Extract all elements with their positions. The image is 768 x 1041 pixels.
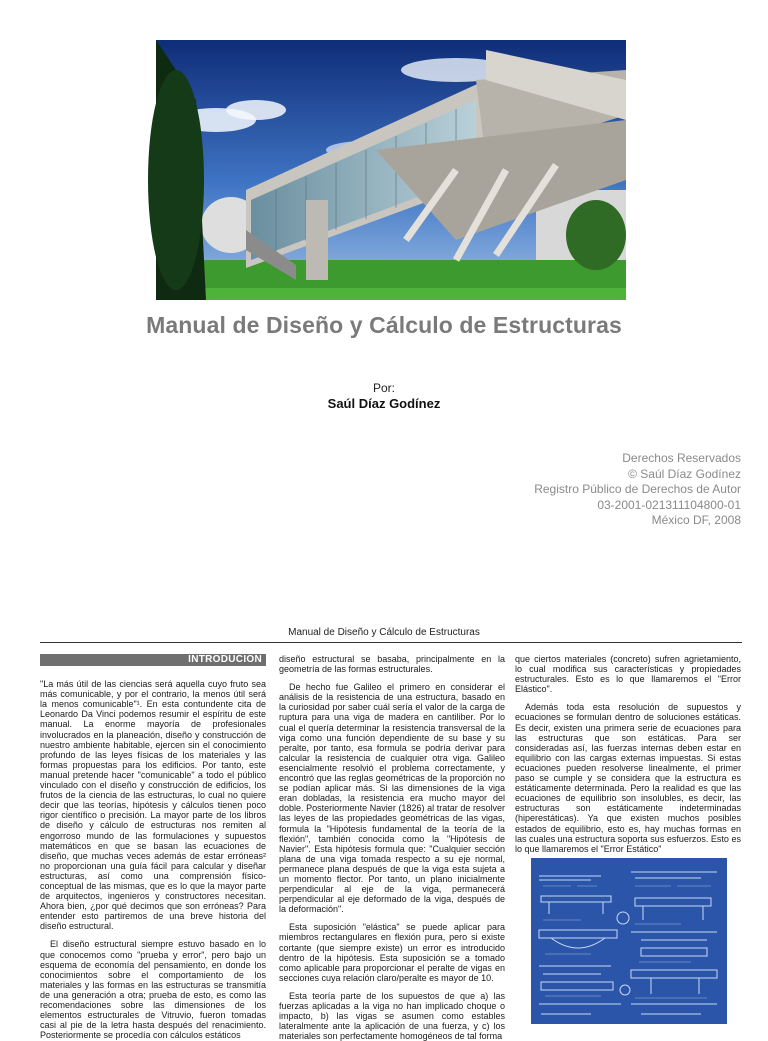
rights-line: México DF, 2008 <box>651 513 741 528</box>
paragraph: diseño estructural se basaba, principalmente en la geometría de las formas estructurales. <box>279 654 505 675</box>
paragraph: Esta teoría parte de los supuestos de que a) las fuerzas aplicadas a la viga no han implicado choque o impacto, b) las vigas se asumen como estables lateralmente ante la aplicación de una fuerza, y c) los materiales son perfectamente homogéneos de tal forma <box>279 990 505 1041</box>
running-head: Manual de Diseño y Cálculo de Estructuras <box>288 627 480 638</box>
by-label: Por: <box>372 381 395 395</box>
paragraph: De hecho fue Galileo el primero en considerar el análisis de la resistencia de una estructura, basado en la curiosidad por saber cuál sería el valor de la carga de ruptura para una viga de madera en cantiliber. Por lo cual el quería determinar la resistencia transversal de la viga como una función dependiente de su base y su peralte, por tanto, esa formula se podría derivar para calcular la resistencia de cualquier otra viga. Galileo esencialmente resolvió el problema correctamente, y encontró que las reglas geométricas de la proporción no se podían aplicar más. Si las dimensiones de la viga eran dobladas, la resistencia era mucho mayor del doble. Posteriormente Navier (1826) al tratar de resolver las leyes de las propiedades geométricas de las vigas, formula la "Hipótesis fundamental de la teoría de la flexión", también conocida como la "Hipótesis de Navier". Esta hipótesis formula que: "Cualquier sección plana de una viga tomada respecto a su eje normal, permanece plana después de que la viga esta sujeta a un momento flector. Por tanto, un plano inicialmente perpendicular al eje de la viga, permanecerá perpendicular al eje deformado de la viga, después de la deformación". <box>279 682 505 915</box>
document-title: Manual de Diseño y Cálculo de Estructuras <box>146 312 622 338</box>
text-column-2 <box>279 654 505 1041</box>
text-column-1 <box>40 654 266 1041</box>
paragraph: que ciertos materiales (concreto) sufren agrietamiento, lo cual modifica sus características y propiedades estructurales. Esto es lo que llamaremos el "Error Elástico". <box>515 654 741 695</box>
paragraph: Además toda esta resolución de supuestos y ecuaciones se formulan dentro de soluciones estáticas. Es decir, existen una primera serie de ecuaciones para las estructuras que son estáticas. Para ser consideradas así, las fuerzas internas deben estar en equilibrio con las cargas externas impuestas. Si estas ecuaciones pueden resolverse linealmente, el primer paso se cumple y se considera que la estructura es estáticamente determinada. Pero la realidad es que las ecuaciones de equilibrio son insolubles, es decir, las estructuras son estáticamente indeterminadas (hiperestáticas). Ya que existen muchos posibles estados de equilibrio, esto es, hay muchas formas en las cuales una estructura soporta sus esfuerzos. Esto es lo que llamaremos el "Error Estático" <box>515 702 741 854</box>
author-name: Saúl Díaz Godínez <box>327 396 441 411</box>
blueprint-sketch-figure <box>531 858 727 1024</box>
rights-line: 03-2001-021311104800-01 <box>597 497 741 512</box>
paragraph: "La más útil de las ciencias será aquella cuyo fruto sea más comunicable, y por el contrario, la menos útil será la menos comunicable"¹. En esta contundente cita de Leonardo Da Vinci podemos resumir el espíritu de este manual. La enorme mayoría de profesionales involucrados en la planeación, diseño y construcción de nuestro ambiente habitable, ejercen sin el conocimiento profundo de las leyes físicas de los materiales y las formas propuestas para los edificios. Por tanto, este manual pretende hacer "comunicable" a todo el público vinculado con el diseño y construcción de edificios, los frutos de la ciencia de las estructuras, lo cual no quiere decir que las teorías, hipótesis y cálculos tienen poco rigor científico o precisión. La mayor parte de los libros de diseño y cálculo de estructuras nos remiten al engorroso mundo de las formulaciones y supuestos matemáticos en que se basan las ecuaciones de diseño, que muchas veces además de estar erróneas² no proporcionan una guía fácil para calcular y diseñar estructuras, así como una comprensión físico-conceptual de las mismas, que es lo que la mayor parte de arquitectos, ingenieros y constructores necesitan. Ahora bien, ¿por qué decimos que son erróneas? Para entender esto partiremos de una breve historia del diseño estructural. <box>40 679 266 932</box>
cover-building-photo <box>156 40 626 300</box>
text-column-3 <box>515 654 741 854</box>
section-heading: INTRODUCION <box>40 654 266 666</box>
paragraph: El diseño estructural siempre estuvo basado en lo que conocemos como "prueba y error", pero bajo un esquema de economía del pensamiento, en donde los conocimientos sobre el comportamiento de los materiales y las formas en las estructuras se transmitía de una generación a otra; prueba de esto, es como las recomendaciones sobre las dimensiones de los elementos estructurales de Vitruvio, fueron tomadas casi al pie de la letra hasta después del renacimiento. Posteriormente se procedía con cálculos estáticos <box>40 939 266 1041</box>
header-rule <box>40 642 742 643</box>
copyright-block <box>534 451 741 529</box>
rights-line: Derechos Reservados <box>622 451 741 465</box>
rights-line: © Saúl Díaz Godínez <box>628 466 741 481</box>
paragraph: Esta suposición "elástica" se puede aplicar para miembros rectangulares en flexión pura, pero si existe cortante (que siempre existe) un error es introducido dentro de la hipótesis. Esta suposición se a tomado como aplicable para proporcionar el peralte de vigas en secciones cuya relación claro/peralte es mayor de 10. <box>279 922 505 983</box>
rights-line: Registro Público de Derechos de Autor <box>534 482 741 497</box>
